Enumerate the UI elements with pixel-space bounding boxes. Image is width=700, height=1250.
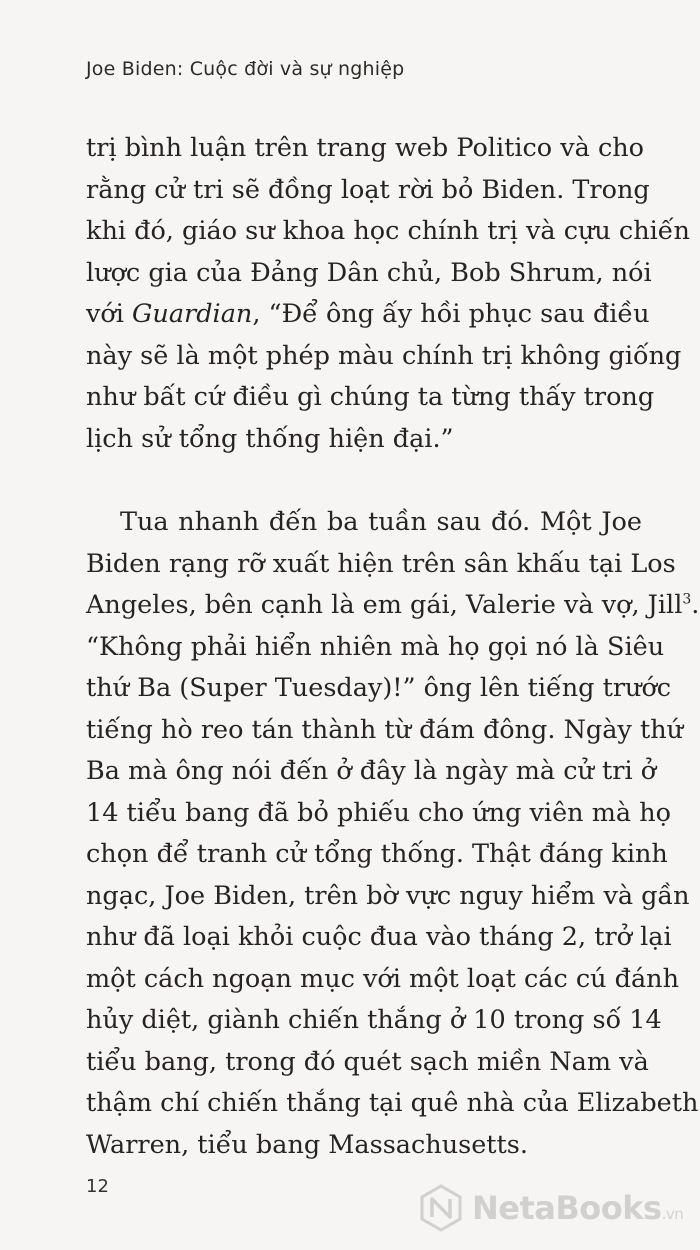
- text-line: lược gia của Đảng Dân chủ, Bob Shrum, nói: [86, 257, 652, 288]
- text-line: Ba mà ông nói đến ở đây là ngày mà cử tri ở: [86, 756, 657, 786]
- text-line: [86, 585, 700, 627]
- text-line: [86, 294, 650, 336]
- text-line: như đã loại khỏi cuộc đua vào tháng 2, trở lại: [86, 922, 672, 952]
- text-fragment: Angeles, bên cạnh là em gái, Valerie và vợ, Jill: [86, 590, 683, 620]
- text-line: hủy diệt, giành chiến thắng ở 10 trong số 14: [86, 1005, 662, 1035]
- footnote-marker[interactable]: 3: [682, 591, 692, 608]
- watermark-brand-text: NetaBooks: [472, 1189, 662, 1227]
- text-line: này sẽ là một phép màu chính trị không giống: [86, 340, 682, 371]
- running-head: Joe Biden: Cuộc đời và sự nghiệp: [86, 58, 405, 80]
- text-fragment: , “Để ông ấy hồi phục sau điều: [252, 299, 650, 329]
- text-line: lịch sử tổng thống hiện đại.”: [86, 423, 454, 454]
- text-line: Tua nhanh đến ba tuần sau đó. Một Joe: [120, 507, 642, 537]
- paragraph-gap: [86, 460, 642, 502]
- netabooks-logo-icon: [416, 1183, 466, 1233]
- publication-name: Guardian: [132, 299, 253, 329]
- body-text: [86, 128, 700, 1166]
- watermark-suffix: .vn: [661, 1205, 684, 1223]
- text-line: thậm chí chiến thắng tại quê nhà của Elizabeth: [86, 1088, 699, 1118]
- text-line: trị bình luận trên trang web Politico và cho: [86, 133, 645, 163]
- watermark: [416, 1183, 683, 1233]
- text-fragment: với: [86, 299, 133, 329]
- text-line: Warren, tiểu bang Massachusetts.: [86, 1129, 528, 1160]
- text-line: Biden rạng rỡ xuất hiện trên sân khấu tại Los: [86, 548, 676, 579]
- text-line: như bất cứ điều gì chúng ta từng thấy trong: [86, 382, 655, 412]
- text-line: “Không phải hiển nhiên mà họ gọi nó là Siêu: [86, 631, 665, 662]
- watermark-brand: [472, 1189, 683, 1227]
- text-fragment: .: [691, 590, 700, 620]
- text-line: ngạc, Joe Biden, trên bờ vực nguy hiểm và gần: [86, 880, 690, 911]
- text-line: chọn để tranh cử tổng thống. Thật đáng kinh: [86, 839, 668, 869]
- text-line: rằng cử tri sẽ đồng loạt rời bỏ Biden. Trong: [86, 174, 650, 205]
- page-number: 12: [86, 1176, 109, 1197]
- text-line: thứ Ba (Super Tuesday)!” ông lên tiếng trước: [86, 673, 672, 703]
- text-line: khi đó, giáo sư khoa học chính trị và cựu chiến: [86, 216, 690, 246]
- text-line: tiểu bang, trong đó quét sạch miền Nam và: [86, 1046, 649, 1077]
- text-line: một cách ngoạn mục với một loạt các cú đánh: [86, 963, 680, 994]
- text-line: 14 tiểu bang đã bỏ phiếu cho ứng viên mà họ: [86, 797, 671, 828]
- text-line: tiếng hò reo tán thành từ đám đông. Ngày thứ: [86, 714, 684, 745]
